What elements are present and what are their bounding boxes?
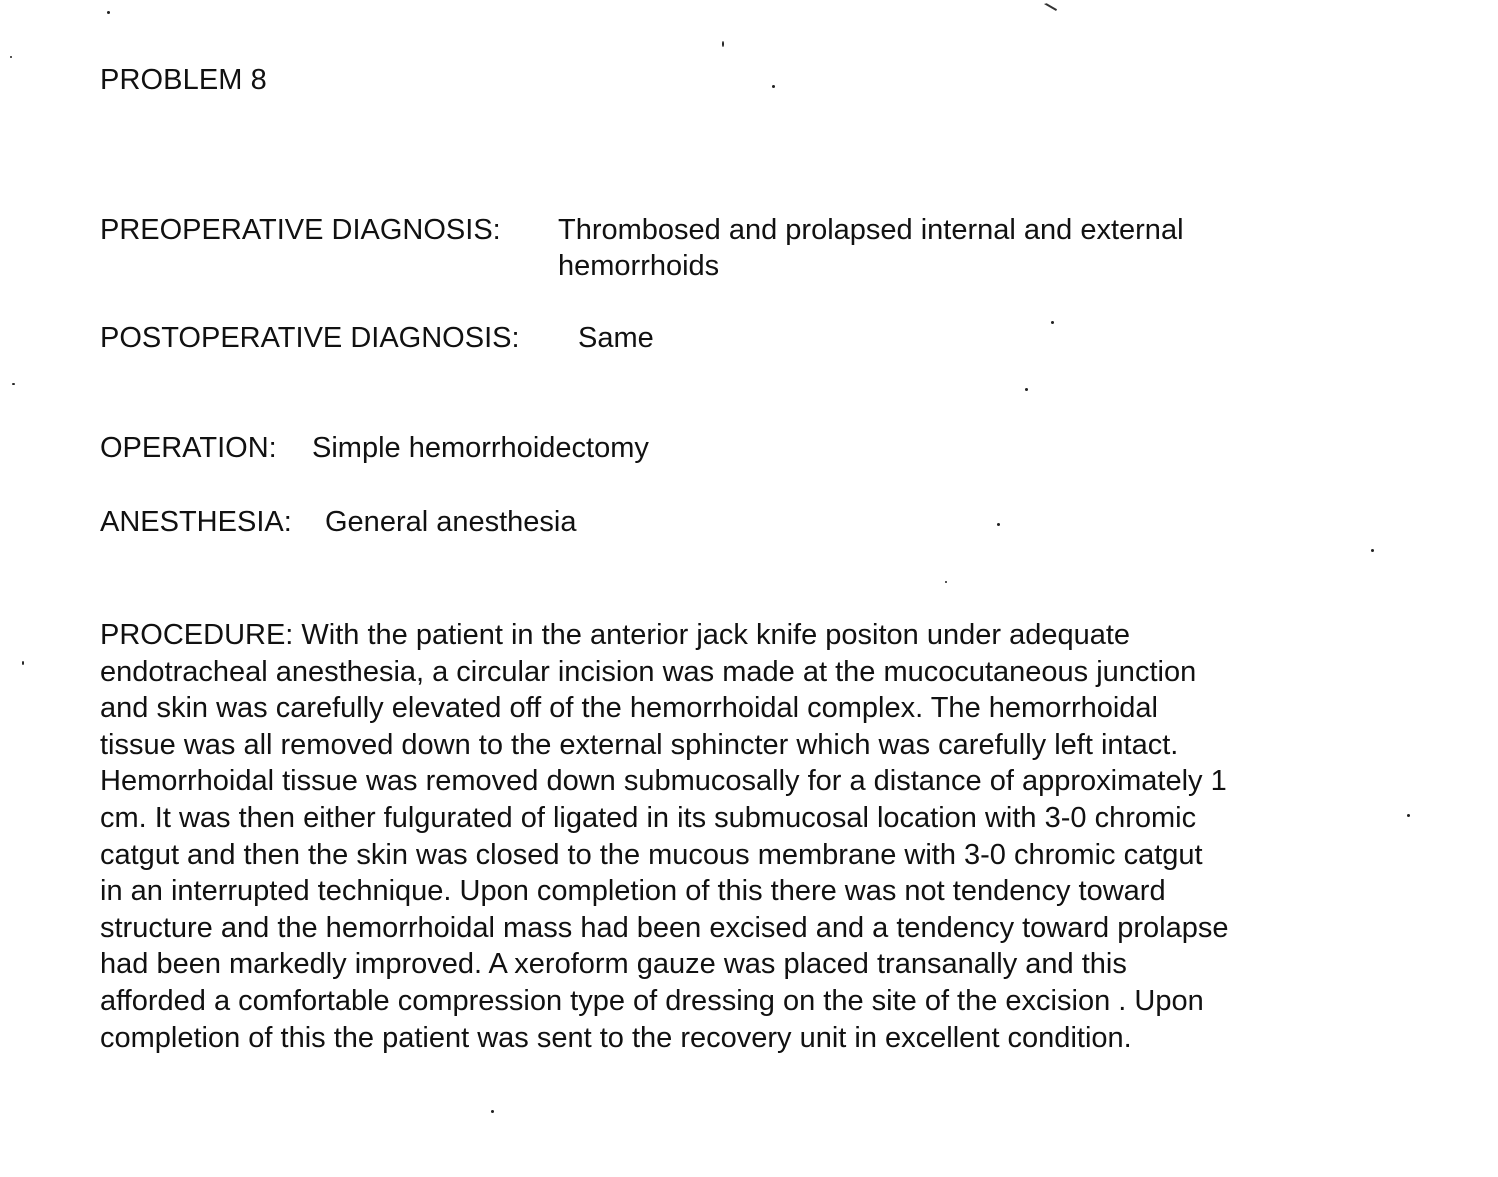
- procedure-line: in an interrupted technique. Upon completion of this there was not tendency toward: [100, 875, 1166, 908]
- procedure-line: cm. It was then either fulgurated of ligated in its submucosal location with 3-0 chromic: [100, 801, 1197, 834]
- procedure-line: structure and the hemorrhoidal mass had been excised and a tendency toward prolapse: [100, 911, 1229, 944]
- preoperative-diagnosis-value-line2: hemorrhoids: [558, 250, 720, 282]
- procedure-line: completion of this the patient was sent to the recovery unit in excellent condition.: [100, 1021, 1132, 1054]
- scan-speck: [722, 41, 724, 47]
- operation-value: Simple hemorrhoidectomy: [312, 432, 649, 464]
- scan-speck: [491, 1110, 494, 1113]
- operation-label: OPERATION:: [100, 432, 277, 464]
- scan-speck: [10, 56, 12, 58]
- procedure-line: catgut and then the skin was closed to the mucous membrane with 3-0 chromic catgut: [100, 838, 1203, 871]
- procedure-line: afforded a comfortable compression type of dressing on the site of the excision . Upon: [100, 984, 1204, 1017]
- document-title: PROBLEM 8: [100, 64, 267, 96]
- preoperative-diagnosis-value-line1: Thrombosed and prolapsed internal and external: [558, 214, 1184, 246]
- anesthesia-label: ANESTHESIA:: [100, 506, 292, 538]
- procedure-line: PROCEDURE: With the patient in the anterior jack knife positon under adequate: [100, 619, 1131, 651]
- scan-speck: [997, 523, 1000, 526]
- procedure-line: had been markedly improved. A xeroform gauze was placed transanally and this: [100, 948, 1127, 981]
- preoperative-diagnosis-label: PREOPERATIVE DIAGNOSIS:: [100, 214, 501, 246]
- procedure-line: and skin was carefully elevated off of the hemorrhoidal complex. The hemorrhoidal: [100, 692, 1159, 725]
- scan-speck: [107, 11, 110, 14]
- postoperative-diagnosis-label: POSTOPERATIVE DIAGNOSIS:: [100, 322, 520, 354]
- scan-speck: [772, 85, 775, 88]
- anesthesia-value: General anesthesia: [325, 506, 577, 538]
- scan-speck: [945, 581, 947, 583]
- procedure-line: Hemorrhoidal tissue was removed down submucosally for a distance of approximately 1: [100, 765, 1227, 798]
- scan-speck: [1371, 549, 1374, 552]
- scan-corner-mark: [1044, 0, 1060, 11]
- scan-speck: [1025, 388, 1028, 391]
- procedure-line: endotracheal anesthesia, a circular incision was made at the mucocutaneous junction: [100, 655, 1197, 688]
- procedure-section: [100, 617, 1400, 1056]
- scan-speck: [22, 661, 24, 665]
- scan-speck: [1051, 321, 1054, 324]
- scan-speck: [1407, 814, 1410, 817]
- postoperative-diagnosis-value: Same: [578, 322, 654, 354]
- procedure-line: tissue was all removed down to the external sphincter which was carefully left intact.: [100, 728, 1179, 761]
- scan-speck: [12, 383, 15, 385]
